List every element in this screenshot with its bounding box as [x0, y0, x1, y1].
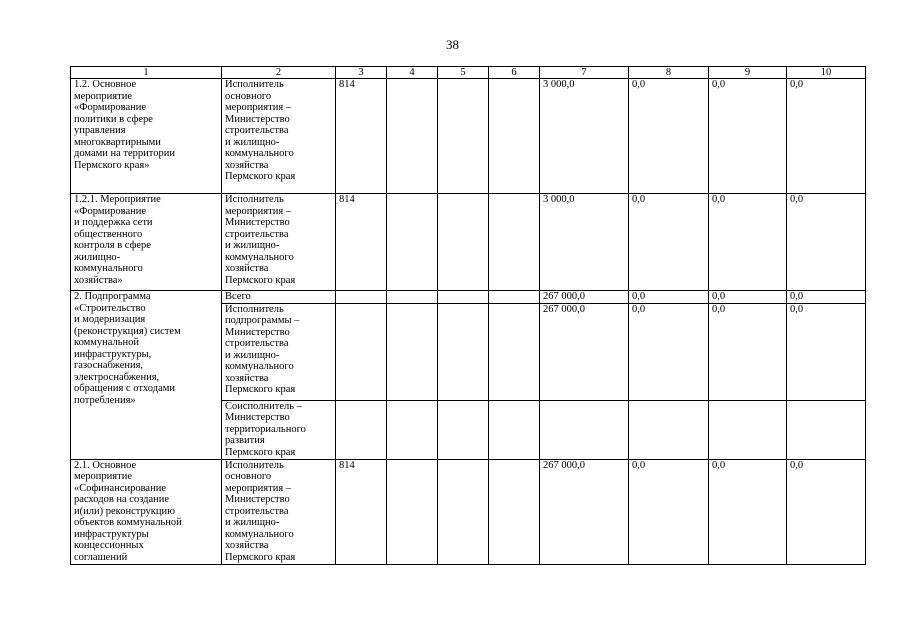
program-name-cell: 1.2. Основное мероприятие «Формирование политики в сфере управления многоквартирными домами на территории Пермского края» — [71, 79, 222, 194]
amount-cell: 267 000,0 — [540, 303, 629, 400]
empty-cell — [387, 303, 438, 400]
amount-cell — [709, 400, 787, 459]
amount-cell: 267 000,0 — [540, 291, 629, 304]
empty-cell — [387, 400, 438, 459]
executor-cell: Всего — [222, 291, 336, 304]
amount-cell: 0,0 — [629, 303, 709, 400]
amount-cell: 0,0 — [709, 303, 787, 400]
code-cell: 814 — [336, 79, 387, 194]
empty-cell — [387, 459, 438, 564]
amount-cell: 0,0 — [629, 79, 709, 194]
empty-cell — [387, 291, 438, 304]
amount-cell: 0,0 — [787, 194, 866, 291]
empty-cell — [438, 400, 489, 459]
empty-cell — [489, 291, 540, 304]
table-row — [71, 459, 866, 564]
column-header: 5 — [438, 67, 489, 79]
empty-cell — [489, 400, 540, 459]
empty-cell — [489, 459, 540, 564]
empty-cell — [489, 303, 540, 400]
column-header: 10 — [787, 67, 866, 79]
amount-cell: 0,0 — [787, 79, 866, 194]
amount-cell: 0,0 — [709, 194, 787, 291]
empty-cell — [489, 79, 540, 194]
column-header: 1 — [71, 67, 222, 79]
page-number: 38 — [446, 37, 459, 52]
column-header: 7 — [540, 67, 629, 79]
executor-cell: Исполнитель подпрограммы – Министерство строительства и жилищно- коммунального хозяйства Пермского края — [222, 303, 336, 400]
amount-cell: 0,0 — [709, 291, 787, 304]
executor-cell: Исполнитель основного мероприятия – Министерство строительства и жилищно- коммунального хозяйства Пермского края — [222, 79, 336, 194]
empty-cell — [438, 194, 489, 291]
column-header: 9 — [709, 67, 787, 79]
amount-cell: 267 000,0 — [540, 459, 629, 564]
amount-cell: 0,0 — [629, 194, 709, 291]
column-header: 2 — [222, 67, 336, 79]
budget-table — [70, 66, 866, 565]
table-row — [71, 79, 866, 194]
code-cell — [336, 291, 387, 304]
amount-cell: 0,0 — [709, 79, 787, 194]
co-executor-cell: Соисполнитель – Министерство территориального развития Пермского края — [222, 400, 336, 459]
empty-cell — [438, 303, 489, 400]
amount-cell: 0,0 — [787, 291, 866, 304]
column-header: 3 — [336, 67, 387, 79]
column-header: 8 — [629, 67, 709, 79]
table-row — [71, 194, 866, 291]
amount-cell: 0,0 — [629, 291, 709, 304]
empty-cell — [387, 79, 438, 194]
code-cell: 814 — [336, 194, 387, 291]
amount-cell: 0,0 — [629, 459, 709, 564]
column-header: 4 — [387, 67, 438, 79]
program-name-cell: 1.2.1. Мероприятие «Формирование и поддержка сети общественного контроля в сфере жилищно- коммунального хозяйства» — [71, 194, 222, 291]
amount-cell: 3 000,0 — [540, 79, 629, 194]
amount-cell — [629, 400, 709, 459]
empty-cell — [438, 291, 489, 304]
empty-cell — [387, 194, 438, 291]
code-cell: 814 — [336, 459, 387, 564]
empty-cell — [489, 194, 540, 291]
amount-cell: 0,0 — [709, 459, 787, 564]
executor-cell: Исполнитель основного мероприятия – Министерство строительства и жилищно- коммунального хозяйства Пермского края — [222, 459, 336, 564]
amount-cell: 3 000,0 — [540, 194, 629, 291]
code-cell — [336, 400, 387, 459]
amount-cell: 0,0 — [787, 303, 866, 400]
table-row — [71, 291, 866, 304]
column-number-row — [71, 67, 866, 79]
empty-cell — [438, 79, 489, 194]
column-header: 6 — [489, 67, 540, 79]
amount-cell: 0,0 — [787, 459, 866, 564]
program-name-cell: 2.1. Основное мероприятие «Софинансирование расходов на создание и(или) реконструкцию объектов коммунальной инфраструктуры концессионных соглашений — [71, 459, 222, 564]
executor-cell: Исполнитель мероприятия – Министерство строительства и жилищно- коммунального хозяйства Пермского края — [222, 194, 336, 291]
program-name-cell: 2. Подпрограмма «Строительство и модернизация (реконструкция) систем коммунальной инфраструктуры, газоснабжения, электроснабжения, обращения с отходами потребления» — [71, 291, 222, 460]
code-cell — [336, 303, 387, 400]
amount-cell — [787, 400, 866, 459]
empty-cell — [438, 459, 489, 564]
amount-cell — [540, 400, 629, 459]
